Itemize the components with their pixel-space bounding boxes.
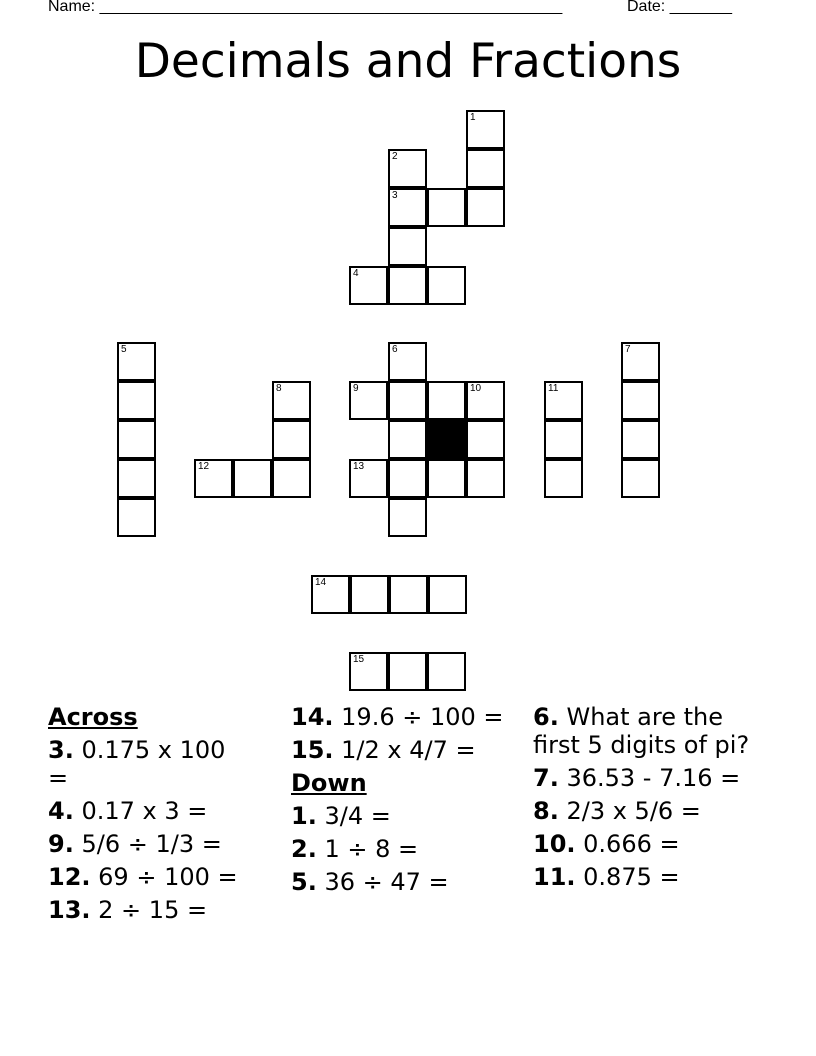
grid-cell[interactable]: [349, 652, 388, 691]
clue-number: 7: [625, 344, 631, 355]
clue-text: 36.53 - 7.16 =: [566, 764, 741, 792]
clue-text: 19.6 ÷ 100 =: [341, 703, 504, 731]
grid-cell[interactable]: [388, 498, 427, 537]
down-heading: Down: [291, 769, 367, 797]
grid-cell[interactable]: [427, 381, 466, 420]
grid-cell[interactable]: [388, 149, 427, 188]
clue-item: [291, 703, 521, 731]
grid-cell[interactable]: [350, 575, 389, 614]
clue-number: 4: [353, 268, 359, 279]
clue-number: 8: [276, 383, 282, 394]
clue-text: 0.175 x 100 =: [48, 736, 226, 792]
grid-cell[interactable]: [311, 575, 350, 614]
clue-text: 36 ÷ 47 =: [324, 868, 449, 896]
name-field: Name: ____________________________________________________: [48, 0, 563, 15]
clue-number: 13.: [48, 896, 91, 924]
grid-cell[interactable]: [466, 381, 505, 420]
grid-cell[interactable]: [194, 459, 233, 498]
clue-item: [48, 896, 243, 924]
grid-cell[interactable]: [272, 420, 311, 459]
clue-item: [291, 868, 521, 896]
grid-cell[interactable]: [388, 342, 427, 381]
clue-number: 3.: [48, 736, 74, 764]
grid-cell[interactable]: [621, 420, 660, 459]
grid-cell[interactable]: [466, 110, 505, 149]
clue-item: [291, 736, 521, 764]
grid-cell[interactable]: [233, 459, 272, 498]
clue-item: [533, 703, 753, 759]
grid-cell[interactable]: [388, 188, 427, 227]
clue-number: 14: [315, 577, 327, 588]
clue-number: 11: [548, 383, 559, 394]
clue-number: 2.: [291, 835, 317, 863]
clue-number: 13: [353, 461, 365, 472]
grid-cell[interactable]: [544, 459, 583, 498]
grid-cell[interactable]: [349, 459, 388, 498]
date-field: Date: _______: [627, 0, 732, 15]
grid-cell[interactable]: [117, 420, 156, 459]
grid-cell[interactable]: [621, 459, 660, 498]
grid-cell[interactable]: [272, 459, 311, 498]
clue-item: [533, 863, 753, 891]
clue-number: 12: [198, 461, 210, 472]
grid-cell[interactable]: [466, 459, 505, 498]
clue-number: 15.: [291, 736, 334, 764]
clues-column-3: [533, 703, 753, 896]
clue-item: [48, 863, 243, 891]
clue-number: 5: [121, 344, 127, 355]
clue-text: 1/2 x 4/7 =: [341, 736, 476, 764]
clue-text: 69 ÷ 100 =: [98, 863, 238, 891]
grid-cell[interactable]: [427, 266, 466, 305]
black-cell: [427, 420, 466, 459]
clue-number: 9.: [48, 830, 74, 858]
clue-text: 5/6 ÷ 1/3 =: [81, 830, 222, 858]
clue-item: [48, 736, 243, 792]
grid-cell[interactable]: [389, 575, 428, 614]
grid-cell[interactable]: [388, 459, 427, 498]
grid-cell[interactable]: [544, 420, 583, 459]
clue-number: 15: [353, 654, 365, 665]
grid-cell[interactable]: [621, 342, 660, 381]
clue-number: 12.: [48, 863, 91, 891]
clue-number: 8.: [533, 797, 559, 825]
grid-cell[interactable]: [117, 342, 156, 381]
grid-cell[interactable]: [427, 188, 466, 227]
clue-text: 2/3 x 5/6 =: [566, 797, 701, 825]
clue-number: 6: [392, 344, 398, 355]
clue-number: 10: [470, 383, 482, 394]
grid-cell[interactable]: [388, 266, 427, 305]
clue-item: [48, 797, 243, 825]
grid-cell[interactable]: [466, 420, 505, 459]
grid-cell[interactable]: [427, 652, 466, 691]
clue-text: 0.666 =: [583, 830, 680, 858]
grid-cell[interactable]: [388, 652, 427, 691]
clue-text: 0.875 =: [583, 863, 680, 891]
clue-number: 1: [470, 112, 476, 123]
grid-cell[interactable]: [428, 575, 467, 614]
grid-cell[interactable]: [466, 149, 505, 188]
grid-cell[interactable]: [117, 381, 156, 420]
across-heading: Across: [48, 703, 138, 731]
grid-cell[interactable]: [117, 459, 156, 498]
clue-number: 2: [392, 151, 398, 162]
grid-cell[interactable]: [388, 227, 427, 266]
page-title: Decimals and Fractions: [134, 34, 682, 89]
clue-number: 7.: [533, 764, 559, 792]
grid-cell[interactable]: [388, 420, 427, 459]
clue-item: [533, 764, 753, 792]
clue-number: 14.: [291, 703, 334, 731]
clue-number: 3: [392, 190, 398, 201]
clue-item: [533, 830, 753, 858]
grid-cell[interactable]: [117, 498, 156, 537]
grid-cell[interactable]: [272, 381, 311, 420]
clue-number: 11.: [533, 863, 576, 891]
clue-text: 3/4 =: [324, 802, 391, 830]
clue-text: 1 ÷ 8 =: [324, 835, 419, 863]
clue-text: 2 ÷ 15 =: [98, 896, 208, 924]
clue-number: 1.: [291, 802, 317, 830]
clue-text: What are the first 5 digits of pi?: [533, 703, 750, 759]
clue-item: [291, 835, 521, 863]
clue-number: 4.: [48, 797, 74, 825]
grid-cell[interactable]: [388, 381, 427, 420]
clue-text: 0.17 x 3 =: [81, 797, 208, 825]
clue-item: [533, 797, 753, 825]
grid-cell[interactable]: [466, 188, 505, 227]
clue-number: 10.: [533, 830, 576, 858]
clue-number: 6.: [533, 703, 559, 731]
clues-column-2: [291, 703, 521, 901]
grid-cell[interactable]: [427, 459, 466, 498]
clue-item: [291, 802, 521, 830]
clue-item: [48, 830, 243, 858]
clue-number: 9: [353, 383, 359, 394]
grid-cell[interactable]: [349, 266, 388, 305]
grid-cell[interactable]: [544, 381, 583, 420]
clues-column-1: [48, 703, 243, 929]
grid-cell[interactable]: [621, 381, 660, 420]
clue-number: 5.: [291, 868, 317, 896]
grid-cell[interactable]: [349, 381, 388, 420]
